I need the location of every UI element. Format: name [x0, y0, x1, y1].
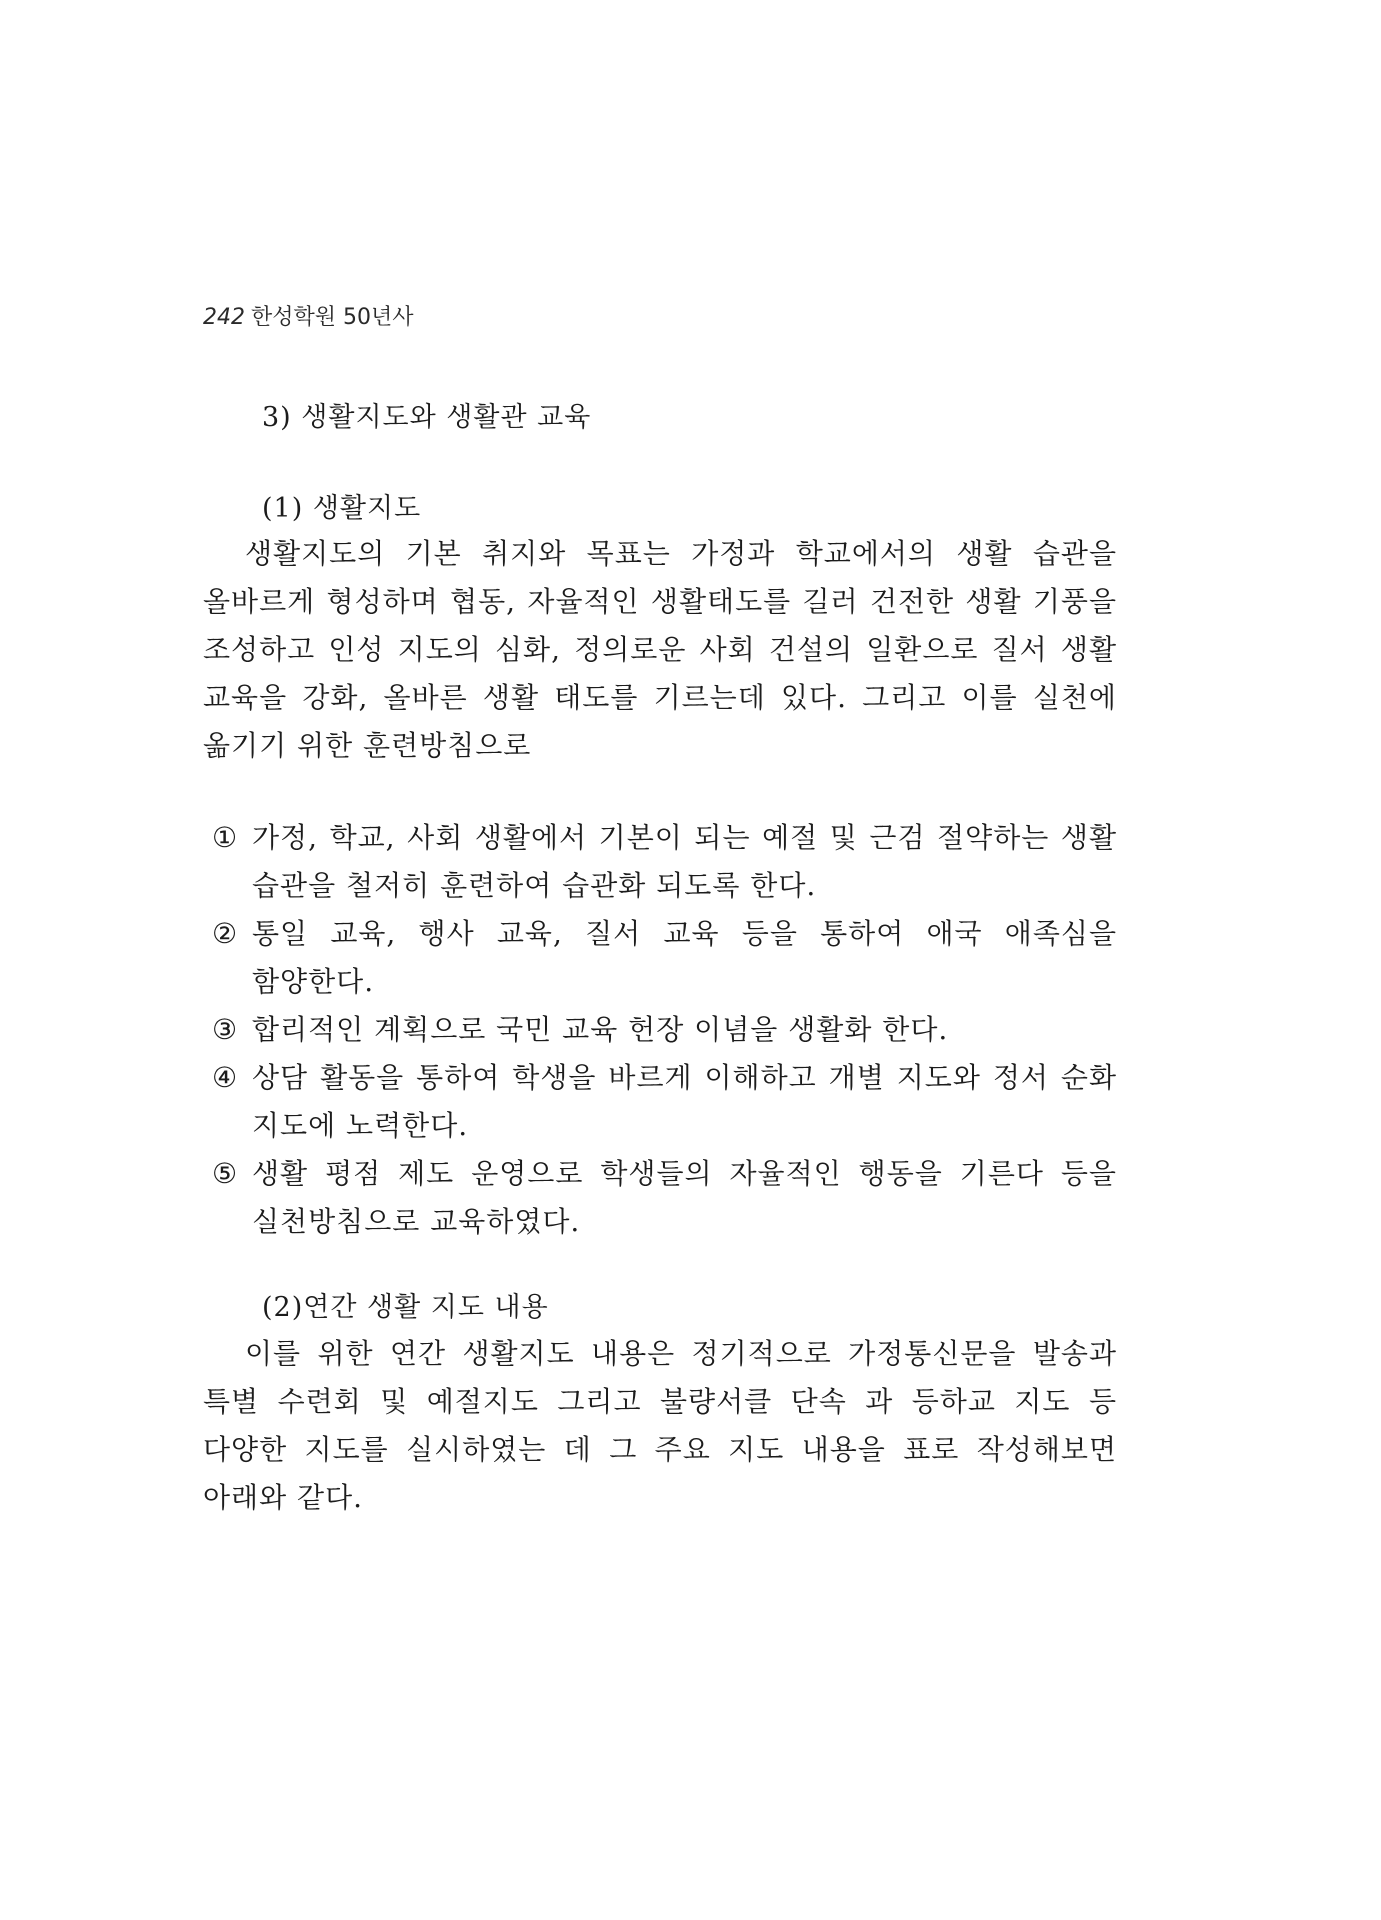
paragraph-2: [203, 1330, 1117, 1522]
list-item-text: 합리적인 계획으로 국민 교육 헌장 이념을 생활화 한다.: [252, 1013, 949, 1046]
list-item-text: 가정, 학교, 사회 생활에서 기본이 되는 예절 및 근검 절약하는 생활 습관을 철저히 훈련하여 습관화 되도록 한다.: [252, 821, 1117, 902]
paragraph-2-text: 이를 위한 연간 생활지도 내용은 정기적으로 가정통신문을 발송과 특별 수련회 및 예절지도 그리고 불량서클 단속 과 등하교 지도 등 다양한 지도를 실시하였는 데 그 주요 지도 내용을 표로 작성해보면 아래와 같다.: [203, 1337, 1117, 1514]
list-marker: ①: [212, 821, 239, 854]
list-marker: ④: [212, 1061, 239, 1094]
list-marker: ②: [212, 917, 239, 950]
list-item-text: 통일 교육, 행사 교육, 질서 교육 등을 통하여 애국 애족심을 함양한다.: [252, 917, 1117, 998]
list-item: [212, 1054, 1117, 1150]
list-item: [212, 910, 1117, 1006]
list-item: [212, 1150, 1117, 1246]
subsection-heading-1: (1) 생활지도: [262, 493, 422, 524]
subsection-heading-2: (2)연간 생활 지도 내용: [262, 1292, 549, 1323]
list-item-text: 상담 활동을 통하여 학생을 바르게 이해하고 개별 지도와 정서 순화 지도에 노력한다.: [252, 1061, 1117, 1142]
guideline-list: [212, 814, 1117, 1246]
list-marker: ⑤: [212, 1157, 239, 1190]
list-item-text: 생활 평점 제도 운영으로 학생들의 자율적인 행동을 기른다 등을 실천방침으로 교육하였다.: [252, 1157, 1117, 1238]
page-number: 242: [203, 305, 245, 330]
running-header: [203, 300, 414, 331]
section-heading: 3) 생활지도와 생활관 교육: [262, 402, 592, 433]
paragraph-1: [203, 530, 1117, 770]
list-item: [212, 814, 1117, 910]
list-item: [212, 1006, 1117, 1054]
book-title: 한성학원 50년사: [251, 305, 414, 330]
list-marker: ③: [212, 1013, 239, 1046]
paragraph-1-text: 생활지도의 기본 취지와 목표는 가정과 학교에서의 생활 습관을 올바르게 형성하며 협동, 자율적인 생활태도를 길러 건전한 생활 기풍을 조성하고 인성 지도의 심화, 정의로운 사회 건설의 일환으로 질서 생활 교육을 강화, 올바른 생활 태도를 기르는데 있다. 그리고 이를 실천에 옮기기 위한 훈련방침으로: [203, 537, 1117, 762]
